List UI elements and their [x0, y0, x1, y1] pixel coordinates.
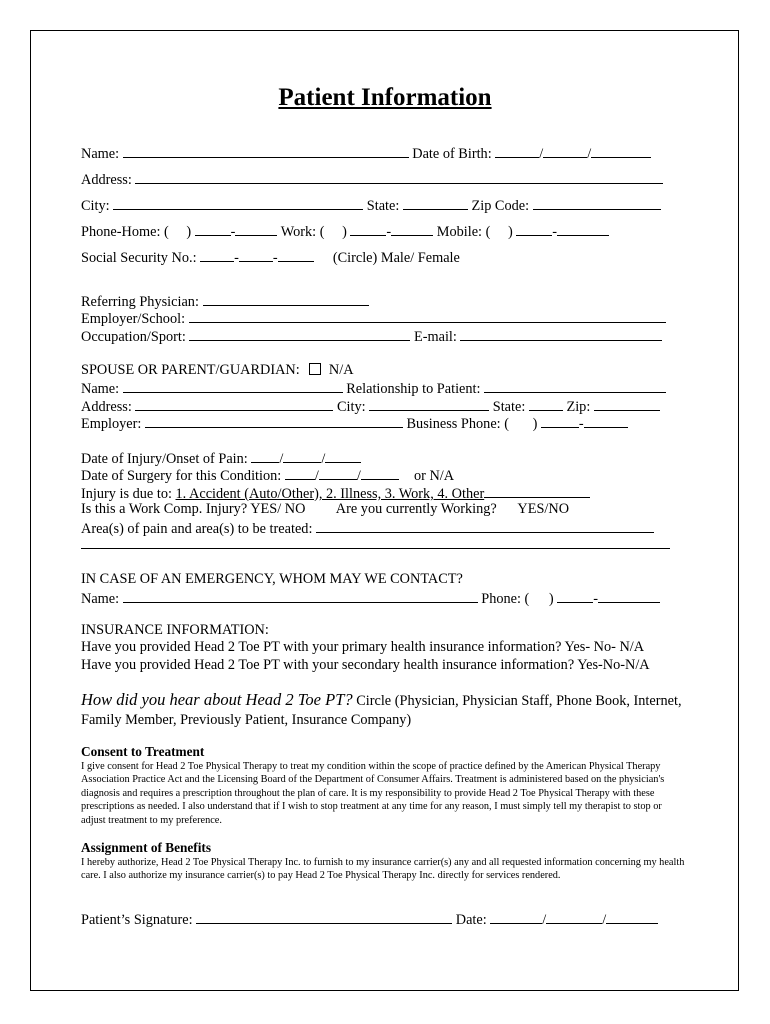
injury-date-label: Date of Injury/Onset of Pain: [81, 451, 248, 467]
spouse-label: SPOUSE OR PARENT/GUARDIAN: [81, 362, 300, 378]
slash: / [587, 146, 592, 162]
consent-heading: Consent to Treatment [81, 744, 205, 759]
dash: - [552, 224, 558, 240]
row-ssn [81, 247, 460, 267]
relationship-label: Relationship to Patient: [346, 381, 481, 397]
state-label: State: [366, 198, 400, 214]
date-year-field[interactable] [606, 909, 658, 924]
paren: ) [507, 224, 513, 240]
address-label: Address: [81, 172, 132, 188]
row-address [81, 169, 663, 189]
dash: - [386, 224, 392, 240]
emergency-phone-label: Phone: ( [481, 591, 530, 607]
spouse-zip-field[interactable] [594, 396, 660, 411]
na-label: N/A [328, 362, 354, 378]
hear-options-line2[interactable]: Family Member, Previously Patient, Insurance Company) [81, 712, 412, 728]
slash: / [314, 468, 319, 484]
ssn-part3[interactable] [278, 247, 314, 262]
slash: / [356, 468, 361, 484]
areas-field-line2[interactable] [81, 534, 670, 549]
zip-field[interactable] [533, 195, 661, 210]
employer-school-field[interactable] [189, 308, 666, 323]
paren: ) [342, 224, 347, 240]
slash: / [321, 451, 326, 467]
dash: - [593, 591, 599, 607]
benefits-heading: Assignment of Benefits [81, 840, 212, 855]
phone-work-number[interactable] [391, 221, 433, 236]
email-field[interactable] [460, 326, 662, 341]
spouse-state-label: State: [492, 399, 526, 415]
injury-day-field[interactable] [283, 448, 321, 463]
dob-day-field[interactable] [543, 143, 587, 158]
injury-other-field[interactable] [484, 483, 590, 498]
emergency-name-field[interactable] [123, 588, 478, 603]
occupation-field[interactable] [189, 326, 410, 341]
dash: - [272, 250, 278, 266]
spouse-zip-label: Zip: [566, 399, 591, 415]
sex-circle-label[interactable]: (Circle) Male/ Female [332, 250, 460, 266]
row-city-state-zip [81, 195, 661, 215]
spouse-city-label: City: [336, 399, 366, 415]
consent-text-block [81, 760, 686, 827]
spouse-city-field[interactable] [369, 396, 489, 411]
phone-home-number[interactable] [235, 221, 277, 236]
dob-label: Date of Birth: [412, 146, 492, 162]
injury-year-field[interactable] [325, 448, 361, 463]
date-day-field[interactable] [546, 909, 602, 924]
name-field[interactable] [123, 143, 409, 158]
dash: - [230, 224, 236, 240]
dob-month-field[interactable] [495, 143, 539, 158]
row-spouse-name [81, 378, 666, 398]
insurance-heading: INSURANCE INFORMATION: [81, 622, 269, 638]
state-field[interactable] [403, 195, 468, 210]
ssn-label: Social Security No.: [81, 250, 197, 266]
city-label: City: [81, 198, 110, 214]
paren: ) [548, 591, 554, 607]
hear-question: How did you hear about Head 2 Toe PT? [81, 690, 353, 709]
row-phones [81, 221, 609, 241]
slash: / [279, 451, 284, 467]
injury-options[interactable]: 1. Accident (Auto/Other), 2. Illness, 3. Work, 4. Other [175, 486, 485, 502]
slash: / [542, 912, 547, 928]
business-phone-number[interactable] [584, 413, 628, 428]
injury-month-field[interactable] [251, 448, 279, 463]
mobile-label: Mobile: ( [436, 224, 491, 240]
slash: / [602, 912, 607, 928]
consent-text: I give consent for Head 2 Toe Physical Therapy to treat my condition within the scope of practice defined by the American Physical Therapy Association Practice Act and the Licensing Board of the Department of Consumer Affairs. Treatment is administered based on the physician's diagnosis and requires a prescription throughout the plan of care. It is my responsibility to provide Head 2 Toe Physical Therapy with these prescriptions as needed. I also understand that if I wish to stop treatment at any time for any reason, I must simply tell my therapist to stop or adjust treatment to my preference. [81, 761, 665, 826]
date-label: Date: [455, 912, 487, 928]
row-emergency [81, 588, 660, 608]
paren: ) [186, 224, 192, 240]
dash: - [578, 416, 584, 432]
phone-mobile-number[interactable] [557, 221, 609, 236]
working-label: Are you currently Working? [335, 501, 497, 517]
row-work-comp [81, 500, 569, 518]
employer-school-label: Employer/School: [81, 311, 186, 327]
row-signature [81, 909, 658, 929]
injury-due-label: Injury is due to: [81, 486, 172, 502]
work-label: Work: ( [280, 224, 325, 240]
primary-insurance-question[interactable]: Have you provided Head 2 Toe PT with your primary health insurance information? Yes- No- N/A [81, 639, 645, 655]
phone-home-prefix[interactable] [195, 221, 231, 236]
working-yes-no[interactable]: YES/NO [517, 501, 570, 517]
surgery-year-field[interactable] [361, 465, 399, 480]
row-name-dob [81, 143, 651, 163]
email-label: E-mail: [413, 329, 457, 345]
paren: ) [532, 416, 538, 432]
name-label: Name: [81, 146, 120, 162]
row-areas-extra [81, 534, 670, 554]
relationship-field[interactable] [484, 378, 666, 393]
spouse-address-field[interactable] [135, 396, 333, 411]
row-surgery-date [81, 465, 454, 485]
row-hear-about [81, 691, 682, 710]
surgery-day-field[interactable] [319, 465, 357, 480]
or-na-label: or N/A [413, 468, 455, 484]
page-title: Patient Information [278, 84, 492, 111]
ssn-part2[interactable] [239, 247, 273, 262]
spouse-address-label: Address: [81, 399, 132, 415]
benefits-text-block [81, 856, 686, 883]
hear-options[interactable]: Circle (Physician, Physician Staff, Phone Book, Internet, [356, 693, 682, 709]
emergency-phone-prefix[interactable] [557, 588, 593, 603]
spouse-employer-field[interactable] [145, 413, 403, 428]
signature-label: Patient’s Signature: [81, 912, 193, 928]
business-phone-label: Business Phone: ( [406, 416, 509, 432]
occupation-label: Occupation/Sport: [81, 329, 186, 345]
address-field[interactable] [135, 169, 663, 184]
row-spouse [81, 361, 354, 379]
referring-label: Referring Physician: [81, 294, 199, 310]
ssn-part1[interactable] [200, 247, 234, 262]
spouse-state-field[interactable] [529, 396, 563, 411]
phone-mobile-prefix[interactable] [516, 221, 552, 236]
phone-work-prefix[interactable] [350, 221, 386, 236]
emergency-phone-number[interactable] [598, 588, 660, 603]
spouse-name-label: Name: [81, 381, 120, 397]
emergency-heading: IN CASE OF AN EMERGENCY, WHOM MAY WE CONTACT? [81, 571, 463, 587]
row-employer-school [81, 308, 666, 328]
dob-year-field[interactable] [591, 143, 651, 158]
referring-field[interactable] [203, 291, 369, 306]
spouse-employer-label: Employer: [81, 416, 142, 432]
na-checkbox[interactable] [309, 363, 321, 375]
row-occupation [81, 326, 662, 346]
work-comp-label[interactable]: Is this a Work Comp. Injury? YES/ NO [81, 501, 306, 517]
city-field[interactable] [113, 195, 363, 210]
areas-field[interactable] [316, 518, 654, 533]
surgery-date-label: Date of Surgery for this Condition: [81, 468, 282, 484]
date-month-field[interactable] [490, 909, 542, 924]
row-spouse-employer [81, 413, 628, 433]
dash: - [234, 250, 239, 266]
business-phone-prefix[interactable] [541, 413, 579, 428]
secondary-insurance-question[interactable]: Have you provided Head 2 Toe PT with your secondary health insurance information? Yes-No-N/A [81, 657, 650, 673]
phone-home-label: Phone-Home: ( [81, 224, 169, 240]
zip-label: Zip Code: [471, 198, 530, 214]
signature-field[interactable] [196, 909, 452, 924]
spouse-name-field[interactable] [123, 378, 343, 393]
emergency-name-label: Name: [81, 591, 120, 607]
slash: / [539, 146, 544, 162]
surgery-month-field[interactable] [285, 465, 315, 480]
benefits-text: I hereby authorize, Head 2 Toe Physical Therapy Inc. to furnish to my insurance carrier(s) any and all requested information concerning my health care. I also authorize my insurance carrier(s) to pay Head 2 Toe Physical Therapy Inc. directly for services rendered. [81, 857, 685, 882]
areas-label: Area(s) of pain and area(s) to be treated: [81, 521, 313, 537]
